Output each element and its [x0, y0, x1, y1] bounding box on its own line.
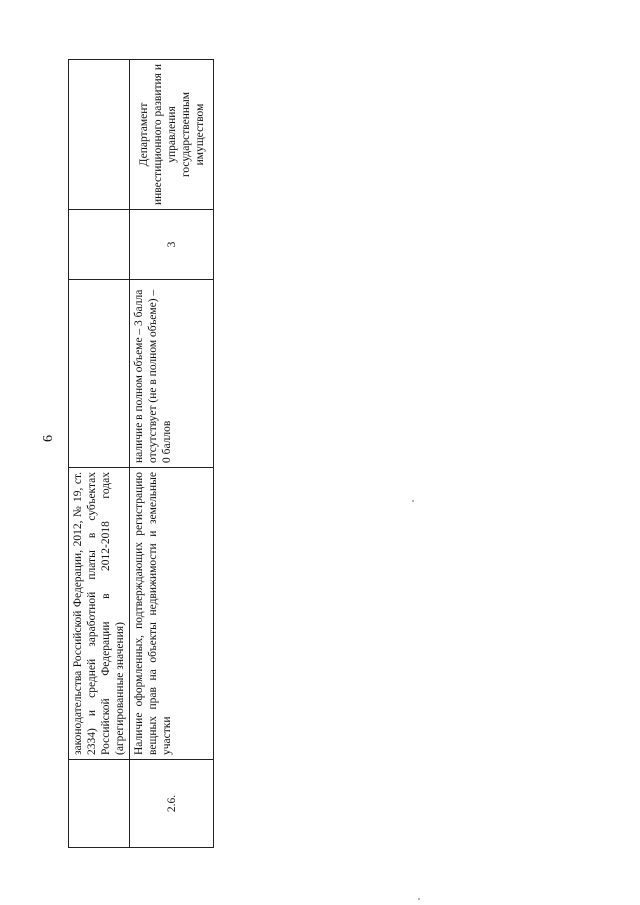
- responsible-cell: Департамент инвестиционного развития и управления государственным имуществом: [130, 60, 214, 210]
- page-number: 6: [41, 435, 56, 442]
- table-row: [130, 60, 214, 848]
- scan-speck: [418, 898, 420, 900]
- scale-cell: [69, 280, 130, 468]
- row-number-cell: 2.6.: [130, 760, 214, 848]
- criterion-cell: Наличие оформленных, подтверждающих регистрацию вещных прав на объекты недвижимости и земельные участки: [130, 468, 214, 760]
- score-cell: 3: [130, 210, 214, 280]
- criterion-cell: законодательства Российской Федерации, 2012, № 19, ст. 2334) и средней заработной платы в субъектах Российской Федерации в 2012-2018 годах (агрегированные значения): [69, 468, 130, 760]
- row-number-cell: [69, 760, 130, 848]
- scan-speck: [412, 500, 414, 502]
- score-cell: [69, 210, 130, 280]
- table-row: [69, 60, 130, 848]
- responsible-cell: [69, 60, 130, 210]
- criteria-table: [68, 60, 208, 848]
- scale-cell: наличие в полном объеме – 3 балла отсутствует (не в полном объеме) – 0 баллов: [130, 280, 214, 468]
